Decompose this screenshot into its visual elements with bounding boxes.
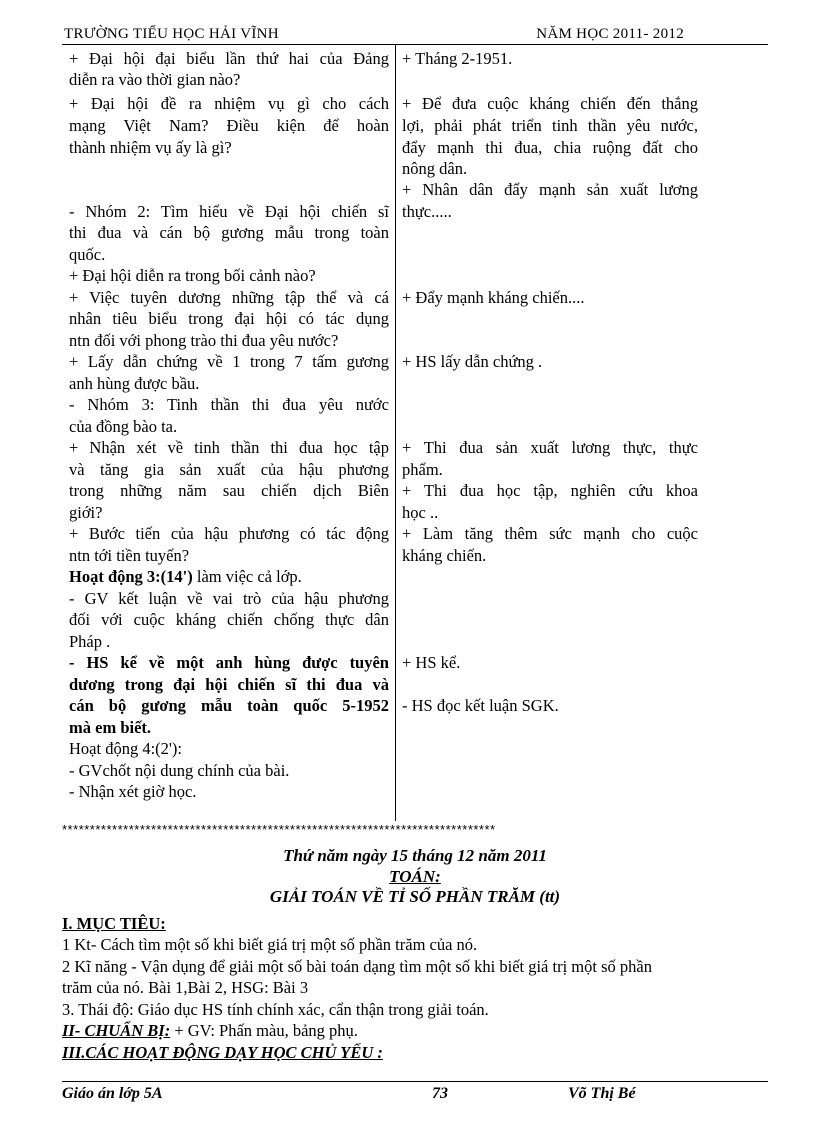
left-line: và tăng gia sản xuất của hậu phương [69, 460, 389, 479]
lesson-date: Thứ năm ngày 15 tháng 12 năm 2011 [283, 846, 547, 865]
activities-heading: III.CÁC HOẠT ĐỘNG DẠY HỌC CHỦ YẾU : [62, 1043, 383, 1062]
objective-item: 3. Thái độ: Giáo dục HS tính chính xác, cẩn thận trong giải toán. [62, 1000, 489, 1019]
activity-3-text: làm việc cả lớp. [192, 567, 302, 586]
left-line: + Đại hội đại biểu lần thứ hai của Đảng [69, 49, 389, 68]
left-line: Pháp . [69, 632, 111, 651]
right-line: + Đẩy mạnh kháng chiến.... [402, 288, 585, 307]
left-line: + Bước tiến của hậu phương có tác động [69, 524, 389, 543]
left-line: ntn tới tiền tuyến? [69, 546, 190, 565]
left-line: quốc. [69, 245, 106, 264]
right-line: + HS lấy dẫn chứng . [402, 352, 543, 371]
right-line: đẩy mạnh thi đua, chia ruộng đất cho [402, 138, 698, 157]
left-line: thành nhiệm vụ ấy là gì? [69, 138, 232, 157]
school-year: NĂM HỌC 2011- 2012 [536, 26, 684, 42]
footer-rule [62, 1081, 768, 1082]
right-line: - HS đọc kết luận SGK. [402, 696, 559, 715]
left-line: thi đua và cán bộ gương mẫu trong toàn [69, 223, 389, 242]
prep-text: + GV: Phấn màu, bảng phụ. [170, 1021, 358, 1040]
left-line-bold: mà em biết. [69, 718, 152, 737]
right-line: nông dân. [402, 159, 468, 178]
left-line: anh hùng được bầu. [69, 374, 200, 393]
table-column-divider [395, 45, 396, 821]
left-line: đối với cuộc kháng chiến chống thực dân [69, 610, 389, 629]
left-line: + Đại hội diễn ra trong bối cảnh nào? [69, 266, 316, 285]
left-line: trong những năm sau chiến dịch Biên [69, 481, 389, 500]
left-line: - Nhóm 3: Tinh thần thi đua yêu nước [69, 395, 389, 414]
left-line-bold: - HS kể về một anh hùng được tuyên [69, 653, 389, 672]
left-line: diễn ra vào thời gian nào? [69, 70, 241, 89]
objective-item: 2 Kĩ năng - Vận dụng để giải một số bài toán dạng tìm một số khi biết giá trị một số phần [62, 957, 652, 976]
prep-heading: II- CHUẨN BỊ: [62, 1021, 171, 1040]
left-line: + Việc tuyên dương những tập thể và cá [69, 288, 389, 307]
left-line-bold: dương trong đại hội chiến sĩ thi đua và [69, 675, 389, 694]
right-line: phẩm. [402, 460, 443, 479]
right-line: + Nhân dân đẩy mạnh sản xuất lương [402, 180, 698, 199]
right-line: thực..... [402, 202, 452, 221]
activity-3-line [69, 566, 302, 587]
left-line: - GVchốt nội dung chính của bài. [69, 761, 290, 780]
right-line: + HS kể. [402, 653, 461, 672]
left-line: + Lấy dẫn chứng về 1 trong 7 tấm gương [69, 352, 389, 371]
objective-item: 1 Kt- Cách tìm một số khi biết giá trị một số phần trăm của nó. [62, 935, 478, 954]
right-line: + Tháng 2-1951. [402, 49, 513, 68]
left-line: + Nhận xét về tinh thần thi đua học tập [69, 438, 389, 457]
left-line: - Nhóm 2: Tìm hiểu về Đại hội chiến sĩ [69, 202, 389, 221]
prep-line [62, 1020, 358, 1042]
footer-teacher: Võ Thị Bé [568, 1085, 636, 1102]
footer-page-number: 73 [432, 1085, 448, 1102]
left-line: của đồng bào ta. [69, 417, 178, 436]
right-line: học .. [402, 503, 439, 522]
left-line: nhân tiêu biểu trong đại hội có tác dụng [69, 309, 389, 328]
objective-item: trăm của nó. Bài 1,Bài 2, HSG: Bài 3 [62, 978, 309, 997]
left-line: mạng Việt Nam? Điều kiện để hoàn [69, 116, 389, 135]
header-rule [62, 44, 768, 45]
left-line: + Đại hội đề ra nhiệm vụ gì cho cách [69, 94, 389, 113]
right-line: + Thi đua sản xuất lương thực, thực [402, 438, 698, 457]
right-line: kháng chiến. [402, 546, 487, 565]
right-line: + Thi đua học tập, nghiên cứu khoa [402, 481, 698, 500]
lesson-subject: TOÁN: [389, 867, 441, 886]
left-line: ntn đối với phong trào thi đua yêu nước? [69, 331, 339, 350]
right-line: lợi, phải phát triển tinh thần yêu nước, [402, 116, 698, 135]
left-line: - Nhận xét giờ học. [69, 782, 197, 801]
left-line: giới? [69, 503, 103, 522]
page-header [62, 24, 768, 44]
activity-3-heading: Hoạt động 3:(14') [69, 567, 193, 586]
school-name: TRƯỜNG TIỂU HỌC HẢI VĨNH [64, 26, 279, 42]
left-line: - GV kết luận về vai trò của hậu phương [69, 589, 389, 608]
right-line: + Làm tăng thêm sức mạnh cho cuộc [402, 524, 698, 543]
right-line: + Để đưa cuộc kháng chiến đến thắng [402, 94, 698, 113]
left-line-bold: cán bộ gương mẫu toàn quốc 5-1952 [69, 696, 389, 715]
footer-class: Giáo án lớp 5A [62, 1085, 163, 1102]
objectives-heading: I. MỤC TIÊU: [62, 914, 166, 933]
lesson-title: GIẢI TOÁN VỀ TỈ SỐ PHẦN TRĂM (tt) [269, 887, 561, 906]
left-line: Hoạt động 4:(2'): [69, 739, 182, 758]
star-separator: ****************************************************************************** [62, 822, 496, 837]
